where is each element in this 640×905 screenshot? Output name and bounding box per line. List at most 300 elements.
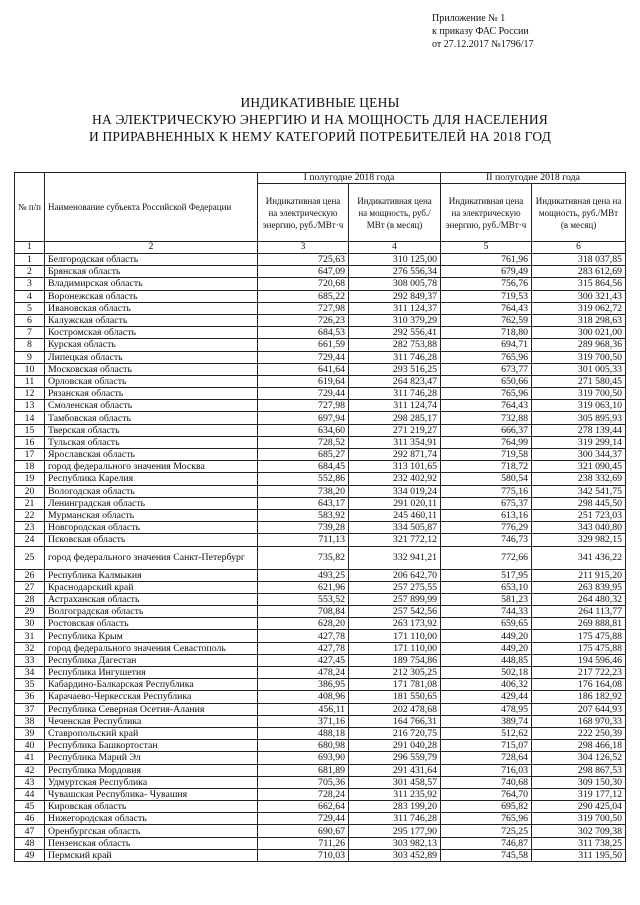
region-name: Ивановская область: [45, 302, 258, 314]
power-price-h1: 291 020,11: [349, 497, 441, 509]
table-row: [15, 461, 626, 473]
energy-price-h1: 705,36: [258, 776, 349, 788]
region-name: Республика Калмыкия: [45, 569, 258, 581]
power-price-h2: 315 864,56: [532, 278, 626, 290]
energy-price-h1: 690,67: [258, 825, 349, 837]
energy-price-h2: 728,64: [441, 752, 532, 764]
energy-price-h2: 613,16: [441, 509, 532, 521]
region-name: Республика Северная Осетия-Алания: [45, 703, 258, 715]
title-line-1: ИНДИКАТИВНЫЕ ЦЕНЫ: [240, 95, 400, 110]
power-price-h1: 295 177,90: [349, 825, 441, 837]
power-price-h2: 321 090,45: [532, 461, 626, 473]
power-price-h1: 311 746,28: [349, 388, 441, 400]
column-number: 3: [258, 242, 349, 254]
row-number: 19: [15, 473, 45, 485]
power-price-h1: 292 871,74: [349, 449, 441, 461]
energy-price-h2: 762,59: [441, 314, 532, 326]
column-number: 4: [349, 242, 441, 254]
region-name: Чеченская Республика: [45, 715, 258, 727]
row-number: 21: [15, 497, 45, 509]
table-row: [15, 727, 626, 739]
table-row: [15, 522, 626, 534]
region-name: город федерального значения Москва: [45, 461, 258, 473]
table-row: [15, 606, 626, 618]
power-price-h1: 301 458,57: [349, 776, 441, 788]
row-number: 37: [15, 703, 45, 715]
table-row: [15, 400, 626, 412]
power-price-h2: 318 298,63: [532, 314, 626, 326]
power-price-h2: 175 475,88: [532, 630, 626, 642]
power-price-h2: 343 040,80: [532, 522, 626, 534]
energy-price-h1: 720,68: [258, 278, 349, 290]
energy-price-h2: 659,65: [441, 618, 532, 630]
energy-price-h2: 775,16: [441, 485, 532, 497]
power-price-h2: 300 344,37: [532, 449, 626, 461]
energy-price-h2: 449,20: [441, 642, 532, 654]
power-price-h2: 217 722,23: [532, 667, 626, 679]
table-row: [15, 703, 626, 715]
table-row: [15, 254, 626, 266]
power-price-h2: 211 915,20: [532, 569, 626, 581]
row-number: 35: [15, 679, 45, 691]
column-number: 6: [532, 242, 626, 254]
row-number: 17: [15, 449, 45, 461]
row-number: 30: [15, 618, 45, 630]
row-number: 8: [15, 339, 45, 351]
region-name: Липецкая область: [45, 351, 258, 363]
table-row: [15, 485, 626, 497]
energy-price-h2: 772,66: [441, 546, 532, 569]
energy-price-h1: 641,64: [258, 363, 349, 375]
document-title: [0, 94, 640, 145]
region-name: Республика Крым: [45, 630, 258, 642]
power-price-h1: 171 781,08: [349, 679, 441, 691]
power-price-h1: 282 753,88: [349, 339, 441, 351]
appendix-line-1: Приложение № 1: [432, 13, 506, 24]
power-price-h2: 319 063,10: [532, 400, 626, 412]
power-price-h1: 283 199,20: [349, 801, 441, 813]
energy-price-h2: 716,03: [441, 764, 532, 776]
region-name: Орловская область: [45, 375, 258, 387]
row-number: 32: [15, 642, 45, 654]
energy-price-h2: 765,96: [441, 388, 532, 400]
region-name: Карачаево-Черкесская Республика: [45, 691, 258, 703]
row-number: 25: [15, 546, 45, 569]
energy-price-h1: 488,18: [258, 727, 349, 739]
energy-price-h1: 456,11: [258, 703, 349, 715]
energy-price-h2: 502,18: [441, 667, 532, 679]
region-name: Ленинградская область: [45, 497, 258, 509]
table-row: [15, 534, 626, 546]
table-row: [15, 593, 626, 605]
energy-price-h2: 675,37: [441, 497, 532, 509]
row-number: 33: [15, 654, 45, 666]
energy-price-h2: 449,20: [441, 630, 532, 642]
table-row: [15, 618, 626, 630]
energy-price-h1: 685,22: [258, 290, 349, 302]
region-name: Нижегородская область: [45, 813, 258, 825]
column-number: 5: [441, 242, 532, 254]
energy-price-h2: 653,10: [441, 581, 532, 593]
power-price-h2: 319 177,12: [532, 788, 626, 800]
power-price-h1: 245 460,11: [349, 509, 441, 521]
table-row: [15, 497, 626, 509]
table-row: [15, 546, 626, 569]
appendix-block: [432, 12, 534, 51]
header-row-periods: [15, 173, 626, 184]
row-number: 49: [15, 849, 45, 861]
row-number: 41: [15, 752, 45, 764]
row-number: 11: [15, 375, 45, 387]
power-price-h2: 251 723,03: [532, 509, 626, 521]
power-price-h1: 334 505,87: [349, 522, 441, 534]
energy-price-h2: 765,96: [441, 813, 532, 825]
row-number: 18: [15, 461, 45, 473]
table-row: [15, 473, 626, 485]
energy-price-h2: 718,80: [441, 327, 532, 339]
energy-price-h1: 697,94: [258, 412, 349, 424]
table-row: [15, 302, 626, 314]
table-row: [15, 375, 626, 387]
table-row: [15, 776, 626, 788]
power-price-h2: 329 982,15: [532, 534, 626, 546]
energy-price-h1: 386,95: [258, 679, 349, 691]
row-number: 45: [15, 801, 45, 813]
region-name: Республика Дагестан: [45, 654, 258, 666]
energy-price-h2: 746,73: [441, 534, 532, 546]
power-price-h2: 176 164,08: [532, 679, 626, 691]
energy-price-h2: 581,23: [441, 593, 532, 605]
power-price-h2: 305 895,93: [532, 412, 626, 424]
power-price-h1: 171 110,00: [349, 630, 441, 642]
column-number: 2: [45, 242, 258, 254]
region-name: Курская область: [45, 339, 258, 351]
power-price-h2: 342 541,75: [532, 485, 626, 497]
column-number-row: [15, 242, 626, 254]
row-number: 28: [15, 593, 45, 605]
region-name: Краснодарский край: [45, 581, 258, 593]
power-price-h1: 291 040,28: [349, 740, 441, 752]
appendix-line-2: к приказу ФАС России: [432, 26, 529, 37]
power-price-h2: 311 195,50: [532, 849, 626, 861]
table-row: [15, 654, 626, 666]
energy-price-h1: 427,45: [258, 654, 349, 666]
energy-price-h2: 429,44: [441, 691, 532, 703]
energy-price-h1: 711,26: [258, 837, 349, 849]
row-number: 24: [15, 534, 45, 546]
row-number: 13: [15, 400, 45, 412]
energy-price-h1: 710,03: [258, 849, 349, 861]
energy-price-h2: 679,49: [441, 266, 532, 278]
power-price-h1: 311 124,74: [349, 400, 441, 412]
row-number: 38: [15, 715, 45, 727]
energy-price-h1: 711,13: [258, 534, 349, 546]
power-price-h2: 175 475,88: [532, 642, 626, 654]
row-number: 5: [15, 302, 45, 314]
power-price-h1: 263 173,92: [349, 618, 441, 630]
power-price-h2: 290 425,04: [532, 801, 626, 813]
power-price-h1: 202 478,68: [349, 703, 441, 715]
row-number: 29: [15, 606, 45, 618]
power-price-h2: 300 321,43: [532, 290, 626, 302]
row-number: 46: [15, 813, 45, 825]
region-name: Мурманская область: [45, 509, 258, 521]
table-row: [15, 388, 626, 400]
table-row: [15, 314, 626, 326]
power-price-h2: 298 445,50: [532, 497, 626, 509]
title-line-2: НА ЭЛЕКТРИЧЕСКУЮ ЭНЕРГИЮ И НА МОЩНОСТЬ ДЛЯ НАСЕЛЕНИЯ: [92, 112, 548, 127]
row-number: 48: [15, 837, 45, 849]
region-name: Пермский край: [45, 849, 258, 861]
region-name: Волгоградская область: [45, 606, 258, 618]
power-price-h1: 311 235,92: [349, 788, 441, 800]
power-price-h1: 212 305,25: [349, 667, 441, 679]
row-number: 16: [15, 436, 45, 448]
energy-price-h1: 478,24: [258, 667, 349, 679]
region-name: Рязанская область: [45, 388, 258, 400]
table-row: [15, 569, 626, 581]
energy-price-h2: 517,95: [441, 569, 532, 581]
power-price-h2: 269 888,81: [532, 618, 626, 630]
row-number: 39: [15, 727, 45, 739]
power-price-h1: 296 559,79: [349, 752, 441, 764]
energy-price-h1: 727,98: [258, 400, 349, 412]
energy-price-h2: 715,07: [441, 740, 532, 752]
power-price-h2: 238 332,69: [532, 473, 626, 485]
region-name: Псковская область: [45, 534, 258, 546]
row-number: 12: [15, 388, 45, 400]
region-name: Астраханская область: [45, 593, 258, 605]
energy-price-h1: 739,28: [258, 522, 349, 534]
power-price-h2: 341 436,22: [532, 546, 626, 569]
region-name: Кабардино-Балкарская Республика: [45, 679, 258, 691]
energy-price-h1: 634,60: [258, 424, 349, 436]
power-price-h2: 302 709,38: [532, 825, 626, 837]
energy-price-h2: 719,53: [441, 290, 532, 302]
energy-price-h1: 427,78: [258, 642, 349, 654]
row-number: 15: [15, 424, 45, 436]
power-price-h2: 271 580,45: [532, 375, 626, 387]
table-row: [15, 679, 626, 691]
power-price-h1: 311 354,91: [349, 436, 441, 448]
energy-price-h1: 662,64: [258, 801, 349, 813]
table-row: [15, 509, 626, 521]
table-row: [15, 581, 626, 593]
energy-price-h1: 685,27: [258, 449, 349, 461]
table-row: [15, 436, 626, 448]
energy-price-h1: 729,44: [258, 388, 349, 400]
power-price-h2: 289 968,36: [532, 339, 626, 351]
table-row: [15, 266, 626, 278]
energy-price-h2: 732,88: [441, 412, 532, 424]
power-price-h1: 181 550,65: [349, 691, 441, 703]
table-row: [15, 752, 626, 764]
region-name: Удмуртская Республика: [45, 776, 258, 788]
power-price-h2: 278 139,44: [532, 424, 626, 436]
energy-price-h1: 681,89: [258, 764, 349, 776]
table-row: [15, 363, 626, 375]
energy-price-h2: 718,72: [441, 461, 532, 473]
energy-price-h2: 406,32: [441, 679, 532, 691]
row-number: 20: [15, 485, 45, 497]
power-price-h1: 257 542,56: [349, 606, 441, 618]
region-name: Республика Ингушетия: [45, 667, 258, 679]
row-number: 42: [15, 764, 45, 776]
power-price-h1: 291 431,64: [349, 764, 441, 776]
row-number: 31: [15, 630, 45, 642]
power-price-h1: 171 110,00: [349, 642, 441, 654]
region-name: Московская область: [45, 363, 258, 375]
header-region-name: Наименование субъекта Российской Федерации: [45, 173, 258, 242]
header-half-2: II полугодие 2018 года: [441, 173, 626, 184]
header-power-price-h1: Индикативная цена на мощность, руб./МВт (в месяц): [349, 184, 441, 242]
region-name: Воронежская область: [45, 290, 258, 302]
energy-price-h1: 728,52: [258, 436, 349, 448]
table-row: [15, 788, 626, 800]
energy-price-h2: 666,37: [441, 424, 532, 436]
table-row: [15, 825, 626, 837]
energy-price-h2: 740,68: [441, 776, 532, 788]
energy-price-h2: 764,99: [441, 436, 532, 448]
region-name: город федерального значения Севастополь: [45, 642, 258, 654]
region-name: Тамбовская область: [45, 412, 258, 424]
energy-price-h1: 693,90: [258, 752, 349, 764]
power-price-h1: 206 642,70: [349, 569, 441, 581]
power-price-h2: 304 126,52: [532, 752, 626, 764]
energy-price-h2: 448,85: [441, 654, 532, 666]
table-row: [15, 424, 626, 436]
table-row: [15, 412, 626, 424]
energy-price-h2: 745,58: [441, 849, 532, 861]
row-number: 26: [15, 569, 45, 581]
power-price-h2: 298 466,18: [532, 740, 626, 752]
header-power-price-h2: Индикативная цена на мощность, руб./МВт (в месяц): [532, 184, 626, 242]
region-name: Белгородская область: [45, 254, 258, 266]
energy-price-h1: 371,16: [258, 715, 349, 727]
region-name: Брянская область: [45, 266, 258, 278]
column-number: 1: [15, 242, 45, 254]
region-name: Смоленская область: [45, 400, 258, 412]
power-price-h1: 310 125,00: [349, 254, 441, 266]
power-price-h1: 303 452,89: [349, 849, 441, 861]
power-price-h2: 283 612,69: [532, 266, 626, 278]
power-price-h2: 301 005,33: [532, 363, 626, 375]
power-price-h1: 216 720,75: [349, 727, 441, 739]
power-price-h1: 313 101,65: [349, 461, 441, 473]
energy-price-h1: 729,44: [258, 813, 349, 825]
power-price-h1: 310 379,29: [349, 314, 441, 326]
energy-price-h2: 764,43: [441, 400, 532, 412]
table-row: [15, 691, 626, 703]
table-row: [15, 667, 626, 679]
table-row: [15, 290, 626, 302]
energy-price-h2: 761,96: [441, 254, 532, 266]
energy-price-h2: 756,76: [441, 278, 532, 290]
energy-price-h1: 708,84: [258, 606, 349, 618]
power-price-h1: 303 982,13: [349, 837, 441, 849]
energy-price-h1: 619,64: [258, 375, 349, 387]
table-row: [15, 630, 626, 642]
row-number: 6: [15, 314, 45, 326]
power-price-h1: 264 823,47: [349, 375, 441, 387]
region-name: Тверская область: [45, 424, 258, 436]
row-number: 40: [15, 740, 45, 752]
power-price-h2: 264 113,77: [532, 606, 626, 618]
energy-price-h1: 735,82: [258, 546, 349, 569]
region-name: Новгородская область: [45, 522, 258, 534]
price-table: [14, 172, 626, 862]
table-row: [15, 278, 626, 290]
region-name: Ростовская область: [45, 618, 258, 630]
power-price-h1: 311 124,37: [349, 302, 441, 314]
power-price-h1: 276 556,34: [349, 266, 441, 278]
region-name: Республика Башкортостан: [45, 740, 258, 752]
power-price-h2: 298 867,53: [532, 764, 626, 776]
energy-price-h2: 765,96: [441, 351, 532, 363]
power-price-h1: 257 275,55: [349, 581, 441, 593]
power-price-h2: 319 299,14: [532, 436, 626, 448]
energy-price-h1: 552,86: [258, 473, 349, 485]
energy-price-h1: 729,44: [258, 351, 349, 363]
energy-price-h1: 628,20: [258, 618, 349, 630]
row-number: 44: [15, 788, 45, 800]
energy-price-h1: 643,17: [258, 497, 349, 509]
row-number: 27: [15, 581, 45, 593]
power-price-h1: 292 556,41: [349, 327, 441, 339]
energy-price-h1: 684,53: [258, 327, 349, 339]
energy-price-h2: 744,33: [441, 606, 532, 618]
energy-price-h2: 695,82: [441, 801, 532, 813]
region-name: Калужская область: [45, 314, 258, 326]
row-number: 23: [15, 522, 45, 534]
energy-price-h1: 583,92: [258, 509, 349, 521]
row-number: 22: [15, 509, 45, 521]
table-row: [15, 813, 626, 825]
region-name: Республика Карелия: [45, 473, 258, 485]
power-price-h1: 321 772,12: [349, 534, 441, 546]
table-row: [15, 801, 626, 813]
power-price-h1: 232 402,92: [349, 473, 441, 485]
region-name: Чувашская Республика- Чувашия: [45, 788, 258, 800]
region-name: Вологодская область: [45, 485, 258, 497]
energy-price-h2: 764,43: [441, 302, 532, 314]
table-body: [15, 254, 626, 862]
region-name: Костромская область: [45, 327, 258, 339]
power-price-h1: 311 746,28: [349, 351, 441, 363]
energy-price-h2: 650,66: [441, 375, 532, 387]
power-price-h1: 293 516,25: [349, 363, 441, 375]
region-name: Ярославская область: [45, 449, 258, 461]
row-number: 14: [15, 412, 45, 424]
row-number: 7: [15, 327, 45, 339]
table-row: [15, 849, 626, 861]
energy-price-h2: 746,87: [441, 837, 532, 849]
energy-price-h1: 738,20: [258, 485, 349, 497]
energy-price-h2: 478,95: [441, 703, 532, 715]
power-price-h1: 257 899,99: [349, 593, 441, 605]
power-price-h2: 309 150,30: [532, 776, 626, 788]
power-price-h2: 264 480,32: [532, 593, 626, 605]
table-row: [15, 740, 626, 752]
region-name: Владимирская область: [45, 278, 258, 290]
table-row: [15, 327, 626, 339]
power-price-h2: 194 596,46: [532, 654, 626, 666]
header-number: № п/п: [15, 173, 45, 242]
energy-price-h1: 661,59: [258, 339, 349, 351]
row-number: 4: [15, 290, 45, 302]
energy-price-h2: 764,70: [441, 788, 532, 800]
row-number: 36: [15, 691, 45, 703]
